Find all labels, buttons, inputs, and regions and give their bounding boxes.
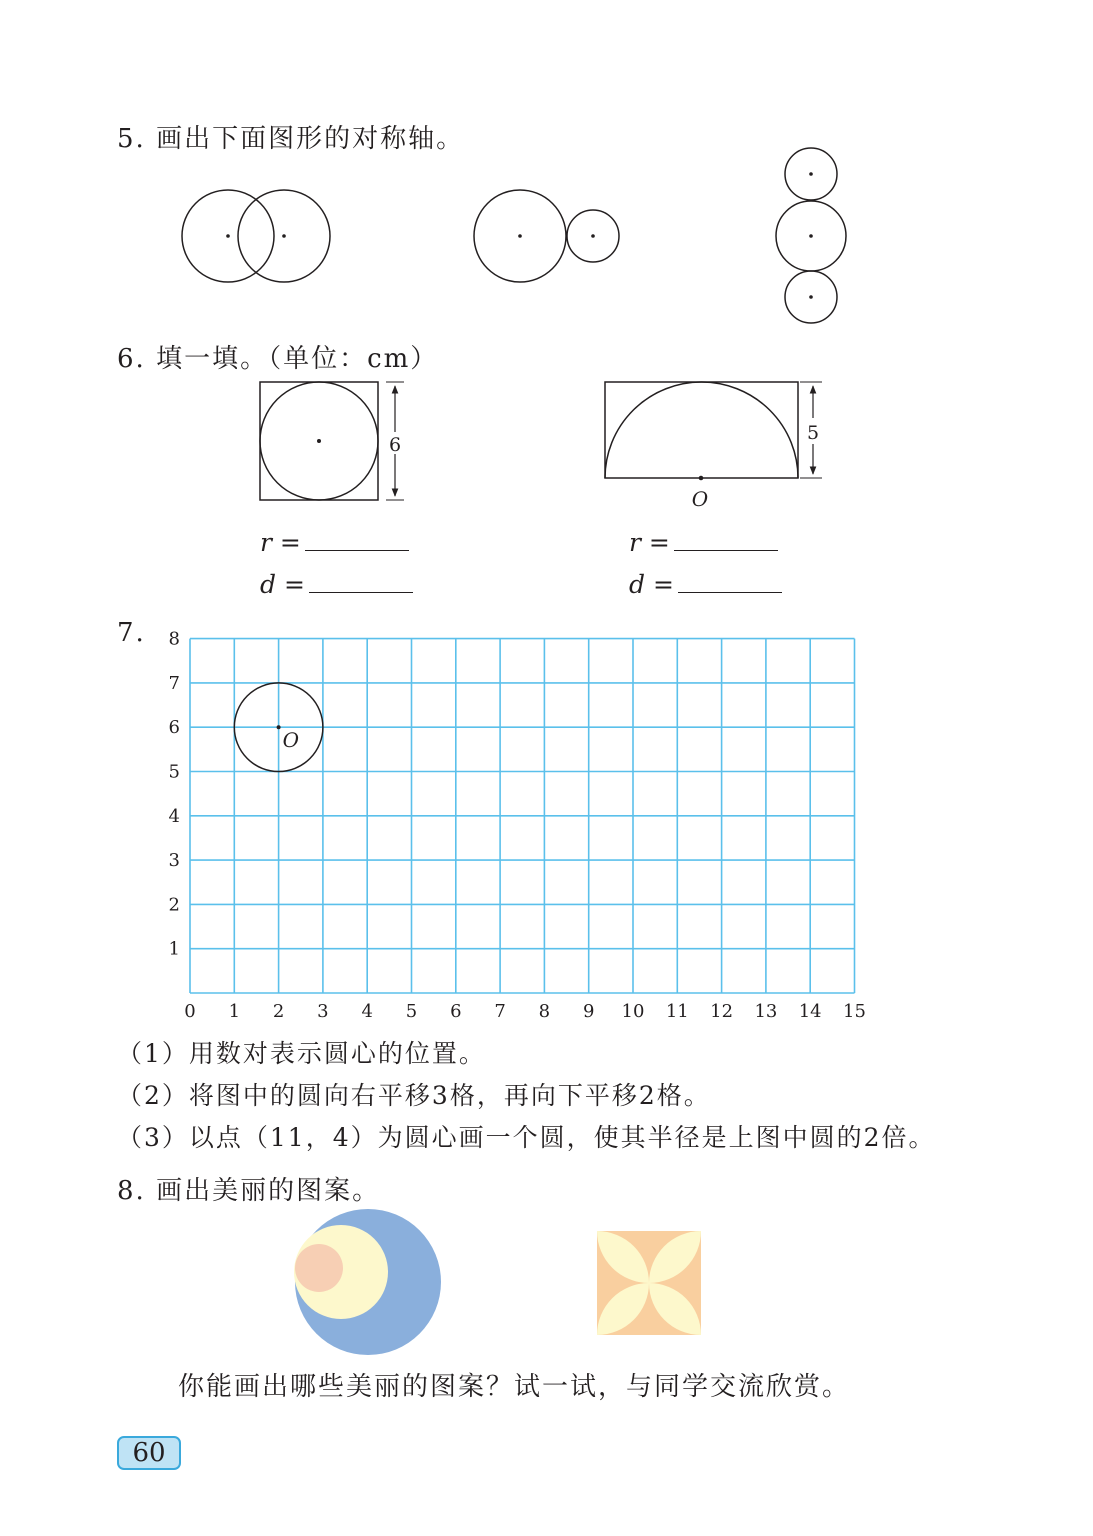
q7-item-3: （3）以点（11，4）为圆心画一个圆，使其半径是上图中圆的2倍。: [117, 1123, 936, 1152]
q6-title: 6. 填一填。（单位：cm）: [117, 344, 439, 374]
y-tick-label: 2: [168, 894, 180, 916]
radius-label: r =: [629, 528, 670, 557]
q6-fig2-center-label: O: [691, 487, 709, 511]
q7-item-2: （2）将图中的圆向右平移3格，再向下平移2格。: [117, 1081, 711, 1110]
x-tick-label: 10: [621, 1001, 645, 1022]
x-tick-label: 13: [754, 1001, 778, 1022]
y-tick-label: 7: [168, 672, 180, 694]
x-tick-label: 0: [184, 1001, 196, 1022]
y-tick-label: 6: [168, 717, 180, 739]
pattern-petal-square: [597, 1231, 701, 1335]
x-tick-label: 2: [272, 1001, 285, 1022]
x-tick-label: 12: [710, 1001, 734, 1022]
x-tick-label: 4: [361, 1001, 373, 1022]
q6-fig2-dimension: 5: [806, 422, 820, 444]
x-tick-label: 15: [843, 1001, 866, 1022]
radius-label: r =: [260, 528, 301, 557]
x-tick-label: 14: [798, 1001, 822, 1022]
q6-fig1-dimension: 6: [388, 434, 402, 456]
x-tick-label: 7: [494, 1001, 506, 1022]
x-tick-label: 1: [228, 1001, 241, 1022]
y-tick-label: 4: [168, 805, 180, 827]
q5-title: 5. 画出下面图形的对称轴。: [117, 124, 465, 154]
page-number: 60: [117, 1436, 181, 1470]
q7-item-1: （1）用数对表示圆心的位置。: [117, 1039, 486, 1068]
q8-prompt: 你能画出哪些美丽的图案？试一试，与同学交流欣赏。: [178, 1372, 851, 1402]
y-tick-label: 1: [168, 938, 180, 960]
x-tick-label: 8: [538, 1001, 551, 1022]
x-tick-label: 9: [582, 1001, 595, 1022]
y-tick-label: 3: [168, 850, 180, 872]
diameter-label: d =: [260, 570, 305, 599]
diameter-label: d =: [629, 570, 674, 599]
q7-number: 7.: [117, 618, 146, 648]
q8-title: 8. 画出美丽的图案。: [117, 1176, 381, 1206]
y-tick-label: 5: [168, 761, 180, 783]
y-tick-label: 8: [168, 628, 180, 650]
pattern-nested-circles: [294, 1209, 441, 1355]
x-tick-label: 6: [450, 1001, 462, 1022]
x-tick-label: 3: [317, 1001, 329, 1022]
x-tick-label: 11: [665, 1001, 689, 1022]
grid-center-label: O: [282, 728, 300, 753]
x-tick-label: 5: [405, 1001, 418, 1022]
